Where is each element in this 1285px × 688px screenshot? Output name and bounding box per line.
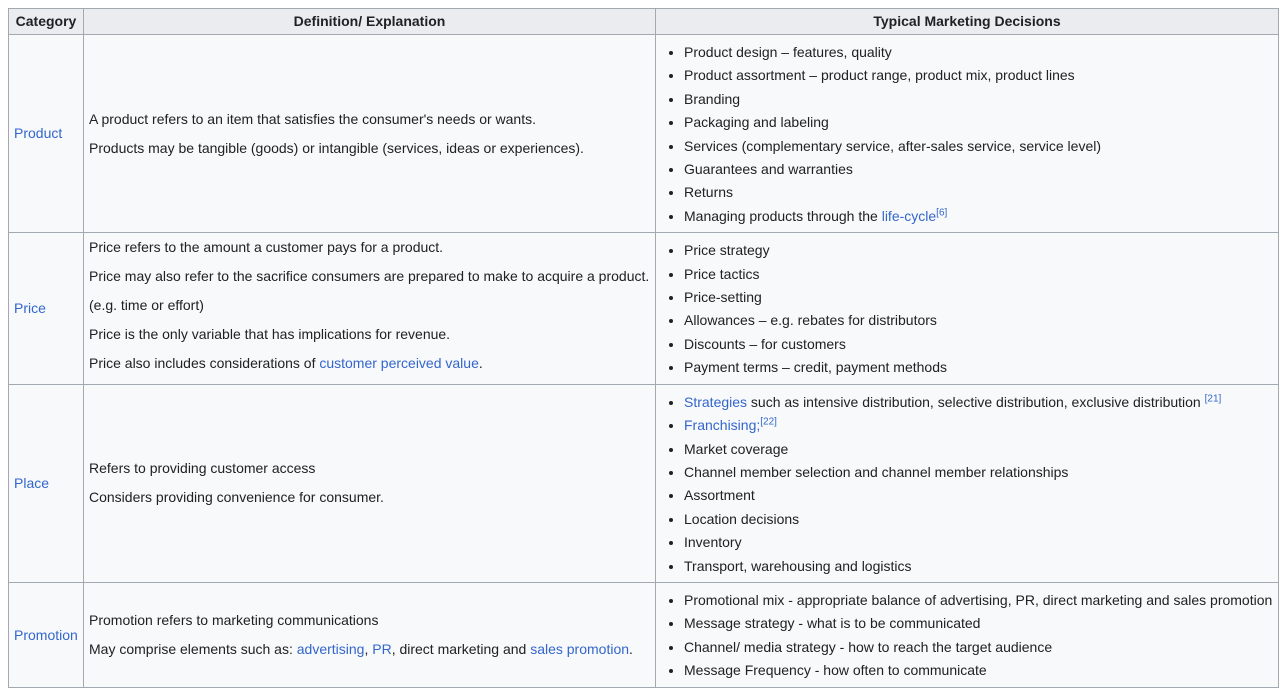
decisions-list [661,233,1273,383]
definition-text: A product refers to an item that satisfies the consumer's needs or wants. [89,110,537,127]
list-item: • Payment terms – credit, payment methods [684,356,1273,379]
list-item: • Channel/ media strategy - how to reach the target audience [684,636,1273,659]
list-item: • Product assortment – product range, product mix, product lines [684,64,1273,87]
category-link-price[interactable]: Price [14,300,46,317]
table-row-place [9,384,1279,582]
definition-text: (e.g. time or effort) [89,297,204,314]
definition-text [89,635,650,664]
advertising-link[interactable]: advertising [296,640,365,657]
list-item: • Product design – features, quality [684,41,1273,64]
table-row-product [9,35,1279,233]
list-item-text: such as intensive distribution, selective distribution, exclusive distribution [747,393,1205,410]
definition-text: Products may be tangible (goods) or intangible (services, ideas or experiences). [89,139,584,156]
header-row [9,9,1279,35]
category-link-place[interactable]: Place [14,475,50,492]
definition-text: Price is the only variable that has implications for revenue. [89,326,451,343]
definition-text: Refers to providing customer access [89,460,316,477]
table-row-price [9,233,1279,384]
header-decisions[interactable]: Typical Marketing Decisions [656,9,1279,35]
list-item: • Location decisions [684,508,1273,531]
list-item-text: Managing products through the [684,207,882,224]
list-item: • Assortment [684,484,1273,507]
definition-text [89,349,650,378]
category-cell [9,233,84,384]
list-item-text: ; [756,417,761,434]
definition-text: Considers providing convenience for consumer. [89,489,384,506]
list-item: • Packaging and labeling [684,111,1273,134]
definition-text-suffix: . [629,640,633,657]
decisions-cell [656,582,1279,687]
pr-link[interactable]: PR [372,640,392,657]
list-item: • Price strategy [684,239,1273,262]
marketing-mix-table [8,8,1279,688]
definition-text: Price may also refer to the sacrifice consumers are prepared to make to acquire a product. [89,268,650,285]
life-cycle-link[interactable]: life-cycle [881,207,937,224]
reference-link[interactable]: [22] [760,416,777,428]
reference-link[interactable]: [6] [936,207,948,219]
definition-text-prefix: May comprise elements such as: [89,640,297,657]
list-item: • Services (complementary service, after-sales service, service level) [684,135,1273,158]
customer-perceived-value-link[interactable]: customer perceived value [319,355,479,372]
category-cell [9,35,84,233]
header-category[interactable]: Category [9,9,84,35]
reference-link[interactable]: [21] [1204,393,1222,405]
definition-text-suffix: . [478,355,483,372]
decisions-list [661,583,1273,687]
definition-separator: , [364,640,373,657]
definition-separator: , direct marketing and [391,640,531,657]
category-cell [9,582,84,687]
list-item: • Channel member selection and channel member relationships [684,461,1273,484]
list-item [684,205,1273,228]
list-item: • Returns [684,181,1273,204]
list-item: • Price tactics [684,263,1273,286]
list-item: • Guarantees and warranties [684,158,1273,181]
list-item: • Price-setting [684,286,1273,309]
list-item [684,391,1273,414]
definition-text: Price refers to the amount a customer pays for a product. [89,239,444,256]
definition-cell [84,582,656,687]
list-item: • Transport, warehousing and logistics [684,555,1273,578]
header-definition[interactable]: Definition/ Explanation [84,9,656,35]
decisions-cell [656,233,1279,384]
list-item: • Branding [684,88,1273,111]
list-item: • Message strategy - what is to be communicated [684,612,1273,635]
list-item: • Promotional mix - appropriate balance of advertising, PR, direct marketing and sales promotion [684,589,1273,612]
decisions-list [661,385,1273,582]
list-item [684,414,1273,437]
franchising-link[interactable]: Franchising [684,417,757,434]
decisions-cell [656,384,1279,582]
definition-cell [84,233,656,384]
definition-cell [84,384,656,582]
list-item: • Market coverage [684,438,1273,461]
category-link-product[interactable]: Product [14,125,63,142]
decisions-cell [656,35,1279,233]
strategies-link[interactable]: Strategies [684,393,748,410]
list-item: • Allowances – e.g. rebates for distributors [684,309,1273,332]
category-cell [9,384,84,582]
table-row-promotion [9,582,1279,687]
definition-cell [84,35,656,233]
sales-promotion-link[interactable]: sales promotion [530,640,630,657]
list-item: • Message Frequency - how often to communicate [684,659,1273,682]
list-item: • Discounts – for customers [684,333,1273,356]
category-link-promotion[interactable]: Promotion [14,626,78,643]
definition-text: Promotion refers to marketing communications [89,611,379,628]
definition-text-prefix: Price also includes considerations of [89,355,320,372]
list-item: • Inventory [684,531,1273,554]
decisions-list [661,35,1273,232]
